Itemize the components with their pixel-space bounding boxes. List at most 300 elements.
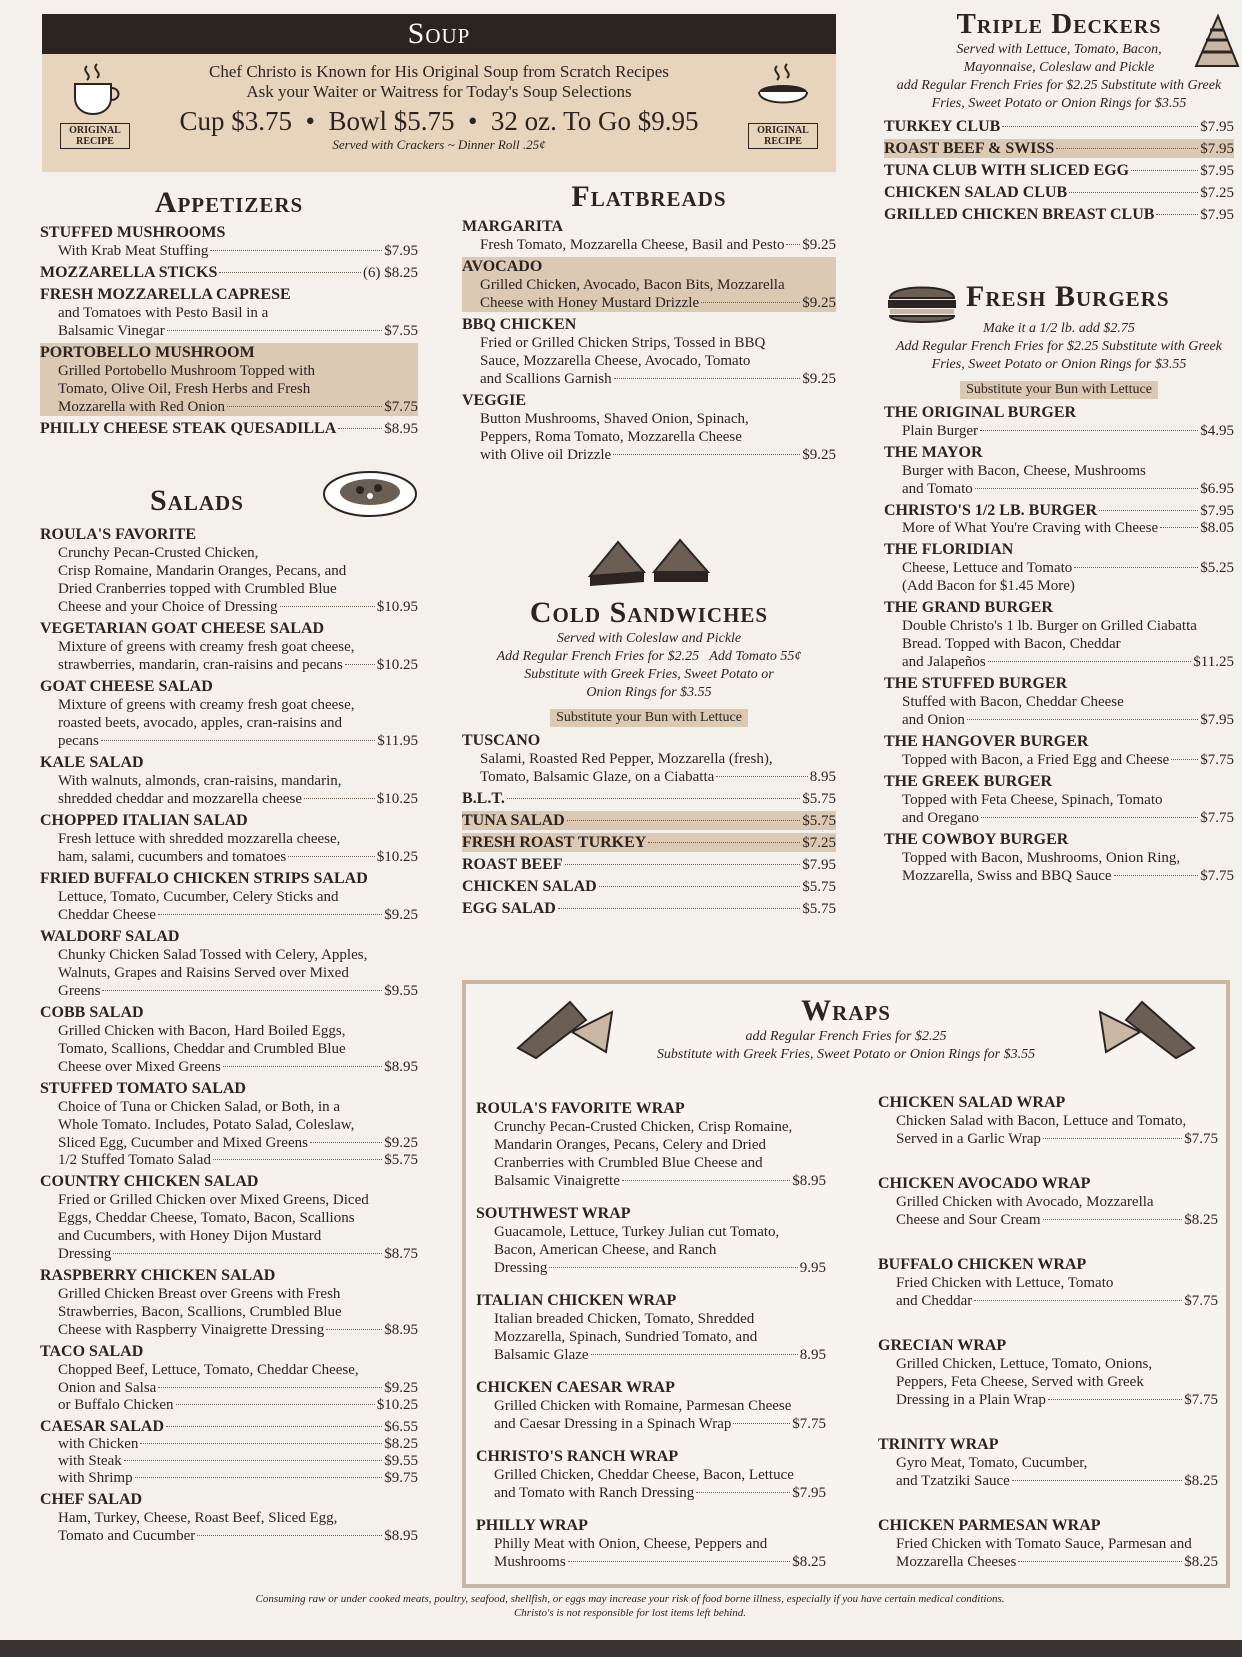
cold-sandwiches-bun-note: Substitute your Bun with Lettuce bbox=[550, 709, 748, 727]
item-price: $7.75 bbox=[1200, 752, 1234, 768]
salad-plate-icon bbox=[322, 468, 418, 523]
item-name: CHICKEN AVOCADO WRAP bbox=[878, 1175, 1091, 1192]
item-description: Walnuts, Grapes and Raisins Served over Mixed bbox=[58, 965, 349, 981]
menu-item bbox=[476, 1204, 826, 1277]
item-name: ROAST BEEF & SWISS bbox=[884, 140, 1055, 157]
item-description: Crunchy Pecan-Crusted Chicken, Crisp Romaine, bbox=[494, 1119, 793, 1135]
item-price: $9.25 bbox=[384, 1380, 418, 1396]
item-description: Onion and Salsa bbox=[58, 1380, 157, 1396]
item-name: WALDORF SALAD bbox=[40, 928, 180, 945]
item-price: $9.25 bbox=[802, 371, 836, 387]
item-price: $8.25 bbox=[1184, 1473, 1218, 1489]
price-row bbox=[884, 422, 1234, 440]
item-description: and Tomato bbox=[902, 481, 973, 497]
item-description: Peppers, Roma Tomato, Mozzarella Cheese bbox=[480, 429, 742, 445]
item-description: Mixture of greens with creamy fresh goat cheese, bbox=[58, 697, 355, 713]
appetizers-title: Appetizers bbox=[154, 186, 304, 219]
item-price: $8.75 bbox=[384, 1246, 418, 1262]
item-description: Choice of Tuna or Chicken Salad, or Both, in a bbox=[58, 1099, 341, 1115]
item-price: $7.75 bbox=[1200, 868, 1234, 884]
item-name: ROULA'S FAVORITE bbox=[40, 526, 197, 543]
appetizers-section bbox=[40, 186, 418, 438]
price-row bbox=[884, 117, 1234, 136]
item-price: $7.75 bbox=[1200, 810, 1234, 826]
item-description: Tomato and Cucumber bbox=[58, 1528, 196, 1544]
item-price: $7.95 bbox=[1200, 163, 1234, 179]
item-description: shredded cheddar and mozzarella cheese bbox=[58, 791, 303, 807]
dot-leader bbox=[716, 776, 807, 777]
item-name: THE MAYOR bbox=[884, 444, 983, 461]
item-name: EGG SALAD bbox=[462, 900, 556, 917]
price-row bbox=[476, 1346, 826, 1364]
item-name: MOZZARELLA STICKS bbox=[40, 264, 218, 281]
menu-item bbox=[884, 139, 1234, 158]
price-row bbox=[40, 1436, 418, 1453]
flatbreads-title: Flatbreads bbox=[571, 180, 727, 213]
item-description: With walnuts, almonds, cran-raisins, mandarin, bbox=[58, 773, 342, 789]
dot-leader bbox=[124, 1460, 383, 1461]
dot-leader bbox=[166, 1426, 382, 1427]
dot-leader bbox=[567, 820, 801, 821]
item-name: PORTOBELLO MUSHROOM bbox=[40, 344, 255, 361]
item-price: $7.95 bbox=[1200, 207, 1234, 223]
item-name: CAESAR SALAD bbox=[40, 1418, 165, 1435]
item-price: $10.25 bbox=[376, 657, 418, 673]
price-row bbox=[884, 205, 1234, 224]
price-row bbox=[40, 263, 418, 282]
item-description: Mixture of greens with creamy fresh goat cheese, bbox=[58, 639, 355, 655]
triple-deckers-list bbox=[884, 117, 1234, 224]
item-name: KALE SALAD bbox=[40, 754, 144, 771]
price-row bbox=[462, 789, 836, 808]
menu-item bbox=[462, 855, 836, 874]
dot-leader bbox=[599, 886, 801, 887]
menu-item bbox=[40, 223, 418, 260]
menu-item bbox=[878, 1336, 1218, 1409]
item-price: $6.55 bbox=[384, 1419, 418, 1435]
price-row bbox=[462, 370, 836, 388]
triple-deckers-note-4: Fries, Sweet Potato or Onion Rings for $3.55 bbox=[931, 96, 1187, 111]
item-description: Topped with Feta Cheese, Spinach, Tomato bbox=[902, 792, 1163, 808]
item-name: TUNA SALAD bbox=[462, 812, 565, 829]
salads-title: Salads bbox=[150, 484, 244, 517]
wraps-note-1: add Regular French Fries for $2.25 bbox=[745, 1029, 947, 1044]
footer-disclaimer: Consuming raw or under cooked meats, poultry, seafood, shellfish, or eggs may increase your risk of food borne illness, especially if you have certain medical conditions. bbox=[255, 1593, 1005, 1605]
dot-leader bbox=[980, 430, 1198, 431]
menu-item bbox=[40, 419, 418, 438]
price-row bbox=[476, 1484, 826, 1502]
dot-leader bbox=[210, 250, 382, 251]
price-row bbox=[462, 855, 836, 874]
menu-item bbox=[884, 183, 1234, 202]
item-price: $9.25 bbox=[384, 1135, 418, 1151]
menu-item bbox=[40, 619, 418, 674]
item-description: Plain Burger bbox=[902, 423, 978, 439]
item-description: Mozzarella with Red Onion bbox=[58, 399, 226, 415]
item-description: Cheddar Cheese bbox=[58, 907, 156, 923]
item-name: BBQ CHICKEN bbox=[462, 316, 577, 333]
soup-prices: Cup $3.75 • Bowl $5.75 • 32 oz. To Go $9.95 bbox=[179, 106, 699, 136]
menu-item bbox=[878, 1093, 1218, 1148]
dot-leader bbox=[786, 244, 800, 245]
item-description: Bread. Topped with Bacon, Cheddar bbox=[902, 636, 1121, 652]
soup-section bbox=[42, 14, 836, 174]
dot-leader bbox=[1160, 527, 1198, 528]
menu-item bbox=[40, 285, 418, 340]
price-row bbox=[462, 877, 836, 896]
price-row bbox=[878, 1472, 1218, 1490]
item-name: SOUTHWEST WRAP bbox=[476, 1205, 631, 1222]
item-description: Fried or Grilled Chicken over Mixed Greens, Diced bbox=[58, 1192, 369, 1208]
item-description: and Scallions Garnish bbox=[480, 371, 612, 387]
item-description: Cheese with Raspberry Vinaigrette Dressing bbox=[58, 1322, 325, 1338]
price-row bbox=[878, 1211, 1218, 1229]
original-recipe-badge-left: ORIGINAL RECIPE bbox=[60, 123, 130, 149]
dot-leader bbox=[558, 908, 800, 909]
menu-item bbox=[40, 525, 418, 616]
price-row bbox=[884, 711, 1234, 729]
item-name: TRINITY WRAP bbox=[878, 1436, 999, 1453]
item-description: Whole Tomato. Includes, Potato Salad, Coleslaw, bbox=[58, 1117, 355, 1133]
item-price: $7.95 bbox=[802, 857, 836, 873]
item-price: $5.75 bbox=[802, 879, 836, 895]
item-option-label: with Steak bbox=[58, 1453, 122, 1469]
item-description: Gyro Meat, Tomato, Cucumber, bbox=[896, 1455, 1088, 1471]
menu-item bbox=[40, 1003, 418, 1076]
dot-leader bbox=[1069, 192, 1198, 193]
item-price: 8.95 bbox=[809, 769, 836, 785]
burgers-title: Fresh Burgers bbox=[966, 280, 1170, 313]
item-price: $9.25 bbox=[802, 447, 836, 463]
item-description: and Onion bbox=[902, 712, 965, 728]
menu-item bbox=[884, 117, 1234, 136]
menu-item bbox=[40, 343, 418, 416]
dot-leader bbox=[733, 1423, 790, 1424]
burgers-bun-note: Substitute your Bun with Lettuce bbox=[960, 381, 1158, 399]
item-description: pecans bbox=[58, 733, 99, 749]
item-description: Tomato, Scallions, Cheddar and Crumbled Blue bbox=[58, 1041, 346, 1057]
salads-section bbox=[40, 482, 418, 1545]
item-description: Dressing in a Plain Wrap bbox=[896, 1392, 1046, 1408]
appetizers-list bbox=[40, 223, 418, 438]
menu-item bbox=[884, 732, 1234, 769]
item-option-label: with Chicken bbox=[58, 1436, 139, 1452]
dot-leader bbox=[304, 798, 375, 799]
item-name: PHILLY WRAP bbox=[476, 1517, 588, 1534]
item-description: Double Christo's 1 lb. Burger on Grilled Ciabatta bbox=[902, 618, 1197, 634]
item-price: $7.95 bbox=[1200, 119, 1234, 135]
burgers-note-1: Make it a 1/2 lb. add $2.75 bbox=[983, 321, 1135, 336]
cold-sandwiches-section bbox=[462, 536, 836, 918]
item-description: Crunchy Pecan-Crusted Chicken, bbox=[58, 545, 259, 561]
menu-item bbox=[40, 869, 418, 924]
dot-leader bbox=[167, 330, 383, 331]
item-description: Mushrooms bbox=[494, 1554, 566, 1570]
soup-line-1: Chef Christo is Known for His Original Soup from Scratch Recipes bbox=[209, 62, 669, 81]
dot-leader bbox=[158, 914, 382, 915]
price-row bbox=[40, 1397, 418, 1414]
item-price: $10.25 bbox=[376, 1397, 418, 1413]
price-row bbox=[40, 322, 418, 340]
item-description: Grilled Chicken with Bacon, Hard Boiled Eggs, bbox=[58, 1023, 346, 1039]
dot-leader bbox=[345, 664, 375, 665]
item-description: and Tzatziki Sauce bbox=[896, 1473, 1010, 1489]
item-price: $11.25 bbox=[1193, 654, 1234, 670]
menu-item bbox=[878, 1255, 1218, 1310]
item-price: $8.25 bbox=[384, 1436, 418, 1452]
item-name: CHRISTO'S 1/2 LB. BURGER bbox=[884, 502, 1098, 519]
dot-leader bbox=[565, 864, 801, 865]
item-description: and Oregano bbox=[902, 810, 980, 826]
item-name: THE STUFFED BURGER bbox=[884, 675, 1068, 692]
item-name: COBB SALAD bbox=[40, 1004, 144, 1021]
menu-item bbox=[878, 1516, 1218, 1571]
menu-item bbox=[884, 674, 1234, 729]
item-price: $8.95 bbox=[792, 1173, 826, 1189]
item-price: $8.25 bbox=[792, 1554, 826, 1570]
item-name: THE GREEK BURGER bbox=[884, 773, 1053, 790]
price-row bbox=[40, 242, 418, 260]
soup-line-2: Ask your Waiter or Waitress for Today's Soup Selections bbox=[246, 82, 632, 101]
item-extra-label: or Buffalo Chicken bbox=[58, 1397, 174, 1413]
price-row bbox=[476, 1172, 826, 1190]
item-price: $7.95 bbox=[1200, 503, 1234, 519]
item-name: CHEF SALAD bbox=[40, 1491, 143, 1508]
item-description: Cheese, Lettuce and Tomato bbox=[902, 560, 1073, 576]
item-description: Fried Chicken with Tomato Sauce, Parmesan and bbox=[896, 1536, 1192, 1552]
item-price: $7.75 bbox=[384, 399, 418, 415]
item-description: Philly Meat with Onion, Cheese, Peppers and bbox=[494, 1536, 768, 1552]
item-price: $9.55 bbox=[384, 1453, 418, 1469]
triple-deckers-note-2: Mayonnaise, Coleslaw and Pickle bbox=[963, 60, 1155, 75]
dot-leader bbox=[197, 1535, 382, 1536]
item-description: Cheese with Honey Mustard Drizzle bbox=[480, 295, 700, 311]
item-description: Mozzarella, Swiss and BBQ Sauce bbox=[902, 868, 1112, 884]
soup-note: Served with Crackers ~ Dinner Roll .25¢ bbox=[332, 137, 546, 152]
menu-item bbox=[40, 263, 418, 282]
dot-leader bbox=[227, 406, 382, 407]
price-row bbox=[476, 1415, 826, 1433]
price-row bbox=[40, 398, 418, 416]
menu-item bbox=[40, 811, 418, 866]
dot-leader bbox=[974, 1300, 1182, 1301]
item-note: (Add Bacon for $1.45 More) bbox=[902, 578, 1075, 594]
dot-leader bbox=[648, 842, 800, 843]
soup-cup-left-icon bbox=[60, 62, 130, 149]
price-row bbox=[40, 656, 418, 674]
dot-leader bbox=[213, 1159, 382, 1160]
item-price: $7.25 bbox=[1200, 185, 1234, 201]
dot-leader bbox=[1099, 510, 1198, 511]
item-name: CHICKEN CAESAR WRAP bbox=[476, 1379, 675, 1396]
cold-sandwiches-note-2: Add Regular French Fries for $2.25 Add Tomato 55¢ bbox=[496, 649, 802, 664]
dot-leader bbox=[975, 488, 1199, 489]
price-row bbox=[462, 811, 836, 830]
item-description: Eggs, Cheddar Cheese, Tomato, Bacon, Scallions bbox=[58, 1210, 355, 1226]
item-price: $8.25 bbox=[1184, 1554, 1218, 1570]
menu-item bbox=[40, 1490, 418, 1545]
item-name: COUNTRY CHICKEN SALAD bbox=[40, 1173, 259, 1190]
menu-item bbox=[40, 1172, 418, 1263]
item-description: Dried Cranberries topped with Crumbled Blue bbox=[58, 581, 337, 597]
menu-item bbox=[40, 927, 418, 1000]
item-name: MARGARITA bbox=[462, 218, 564, 235]
menu-item bbox=[476, 1099, 826, 1190]
item-price: $8.05 bbox=[1200, 520, 1234, 536]
dot-leader bbox=[1043, 1219, 1183, 1220]
wraps-section bbox=[462, 980, 1230, 1588]
item-description: Mandarin Oranges, Pecans, Celery and Dried bbox=[494, 1137, 766, 1153]
item-description: Cranberries with Crumbled Blue Cheese and bbox=[494, 1155, 763, 1171]
item-name: CHICKEN SALAD CLUB bbox=[884, 184, 1068, 201]
soup-band bbox=[42, 54, 836, 172]
menu-item bbox=[884, 501, 1234, 537]
menu-item bbox=[462, 315, 836, 388]
cold-sandwiches-list bbox=[462, 731, 836, 918]
price-row bbox=[40, 790, 418, 808]
item-price: $7.75 bbox=[792, 1416, 826, 1432]
menu-item bbox=[40, 1266, 418, 1339]
wrap-right-icon bbox=[1092, 992, 1202, 1067]
item-name: THE FLORIDIAN bbox=[884, 541, 1014, 558]
salads-list bbox=[40, 525, 418, 1545]
burgers-note-3: Fries, Sweet Potato or Onion Rings for $3.55 bbox=[931, 357, 1187, 372]
item-price: $7.95 bbox=[1200, 712, 1234, 728]
item-price: $7.95 bbox=[1200, 141, 1234, 157]
item-description: and Jalapeños bbox=[902, 654, 986, 670]
price-row bbox=[462, 833, 836, 852]
item-price: $6.95 bbox=[1200, 481, 1234, 497]
item-description: Topped with Bacon, Mushrooms, Onion Ring, bbox=[902, 850, 1181, 866]
price-row bbox=[40, 732, 418, 750]
cold-sandwiches-title: Cold Sandwiches bbox=[529, 596, 769, 629]
item-name: THE GRAND BURGER bbox=[884, 599, 1053, 616]
menu-item bbox=[462, 217, 836, 254]
item-price: $7.75 bbox=[1184, 1392, 1218, 1408]
item-name: ITALIAN CHICKEN WRAP bbox=[476, 1292, 677, 1309]
menu-item bbox=[476, 1378, 826, 1433]
menu-item bbox=[40, 753, 418, 808]
item-description: Peppers, Feta Cheese, Served with Greek bbox=[896, 1374, 1144, 1390]
item-description: Grilled Chicken Breast over Greens with Fresh bbox=[58, 1286, 341, 1302]
item-description: Italian breaded Chicken, Tomato, Shredded bbox=[494, 1311, 755, 1327]
item-price: $5.75 bbox=[802, 901, 836, 917]
price-row bbox=[462, 768, 836, 786]
menu-item bbox=[884, 443, 1234, 498]
item-description: Ham, Turkey, Cheese, Roast Beef, Sliced Egg, bbox=[58, 1510, 338, 1526]
dot-leader bbox=[591, 1354, 798, 1355]
item-description: With Krab Meat Stuffing bbox=[58, 243, 209, 259]
menu-item bbox=[476, 1447, 826, 1502]
item-name: VEGETARIAN GOAT CHEESE SALAD bbox=[40, 620, 325, 637]
price-row bbox=[40, 1417, 418, 1436]
item-name: GRECIAN WRAP bbox=[878, 1337, 1007, 1354]
item-price: $5.75 bbox=[384, 1152, 418, 1168]
soup-title: Soup bbox=[407, 17, 471, 50]
menu-item bbox=[462, 899, 836, 918]
item-description: Balsamic Vinaigrette bbox=[494, 1173, 620, 1189]
menu-item bbox=[884, 161, 1234, 180]
dot-leader bbox=[613, 454, 800, 455]
item-price: $8.95 bbox=[384, 421, 418, 437]
wraps-left-list bbox=[476, 1096, 826, 1571]
bottom-edge bbox=[0, 1640, 1242, 1657]
soup-bowl-right-icon bbox=[748, 62, 818, 149]
dot-leader bbox=[219, 272, 361, 273]
dot-leader bbox=[696, 1492, 790, 1493]
item-description: Sliced Egg, Cucumber and Mixed Greens bbox=[58, 1135, 308, 1151]
menu-item bbox=[462, 391, 836, 464]
dot-leader bbox=[1074, 567, 1198, 568]
item-price: $10.95 bbox=[376, 599, 418, 615]
item-description: Chopped Beef, Lettuce, Tomato, Cheddar Cheese, bbox=[58, 1362, 359, 1378]
price-row bbox=[40, 1134, 418, 1152]
dot-leader bbox=[113, 1253, 382, 1254]
item-description: Cheese over Mixed Greens bbox=[58, 1059, 221, 1075]
price-row bbox=[884, 653, 1234, 671]
item-price: $9.25 bbox=[802, 237, 836, 253]
item-price: $4.95 bbox=[1200, 423, 1234, 439]
menu-item bbox=[40, 1342, 418, 1414]
flatbreads-section bbox=[462, 180, 836, 464]
burgers-note-2: Add Regular French Fries for $2.25 Substitute with Greek bbox=[896, 339, 1222, 354]
price-row bbox=[40, 1379, 418, 1397]
item-description: Greens bbox=[58, 983, 101, 999]
item-description: Chicken Salad with Bacon, Lettuce and Tomato, bbox=[896, 1113, 1187, 1129]
item-description: Grilled Chicken, Lettuce, Tomato, Onions, bbox=[896, 1356, 1153, 1372]
menu-item bbox=[462, 257, 836, 312]
menu-item bbox=[40, 1079, 418, 1169]
item-description: strawberries, mandarin, cran-raisins and pecans bbox=[58, 657, 343, 673]
item-description: Balsamic Glaze bbox=[494, 1347, 589, 1363]
dot-leader bbox=[326, 1329, 382, 1330]
menu-item bbox=[462, 833, 836, 852]
item-description: Cheese and your Choice of Dressing bbox=[58, 599, 278, 615]
item-description: and Cheddar bbox=[896, 1293, 973, 1309]
item-price: $7.95 bbox=[384, 243, 418, 259]
price-row bbox=[884, 480, 1234, 498]
item-description: Guacamole, Lettuce, Turkey Julian cut Tomato, bbox=[494, 1224, 780, 1240]
price-row bbox=[40, 419, 418, 438]
price-row bbox=[884, 501, 1234, 520]
menu-item bbox=[884, 540, 1234, 595]
dot-leader bbox=[622, 1180, 790, 1181]
wraps-title: Wraps bbox=[801, 994, 891, 1027]
item-description: Burger with Bacon, Cheese, Mushrooms bbox=[902, 463, 1146, 479]
item-price: $5.75 bbox=[802, 813, 836, 829]
price-row bbox=[40, 848, 418, 866]
dot-leader bbox=[176, 1404, 375, 1405]
item-description: Button Mushrooms, Shaved Onion, Spinach, bbox=[480, 411, 749, 427]
item-name: GOAT CHEESE SALAD bbox=[40, 678, 213, 695]
dot-leader bbox=[981, 817, 1198, 818]
item-name: ROAST BEEF bbox=[462, 856, 563, 873]
item-description: Salami, Roasted Red Pepper, Mozzarella (fresh), bbox=[480, 751, 773, 767]
item-price: (6) $8.25 bbox=[363, 265, 418, 281]
item-description: Dressing bbox=[494, 1260, 548, 1276]
item-description: and Cucumbers, with Honey Dijon Mustard bbox=[58, 1228, 322, 1244]
item-price: $9.75 bbox=[384, 1470, 418, 1486]
triple-deckers-note-1: Served with Lettuce, Tomato, Bacon, bbox=[956, 42, 1162, 57]
price-row bbox=[40, 1245, 418, 1263]
menu-item bbox=[462, 731, 836, 786]
menu-item bbox=[878, 1435, 1218, 1490]
dot-leader bbox=[967, 719, 1198, 720]
triple-deckers-title: Triple Deckers bbox=[956, 8, 1162, 40]
dot-leader bbox=[1002, 126, 1198, 127]
menu-item bbox=[884, 830, 1234, 885]
item-price: $9.55 bbox=[384, 983, 418, 999]
